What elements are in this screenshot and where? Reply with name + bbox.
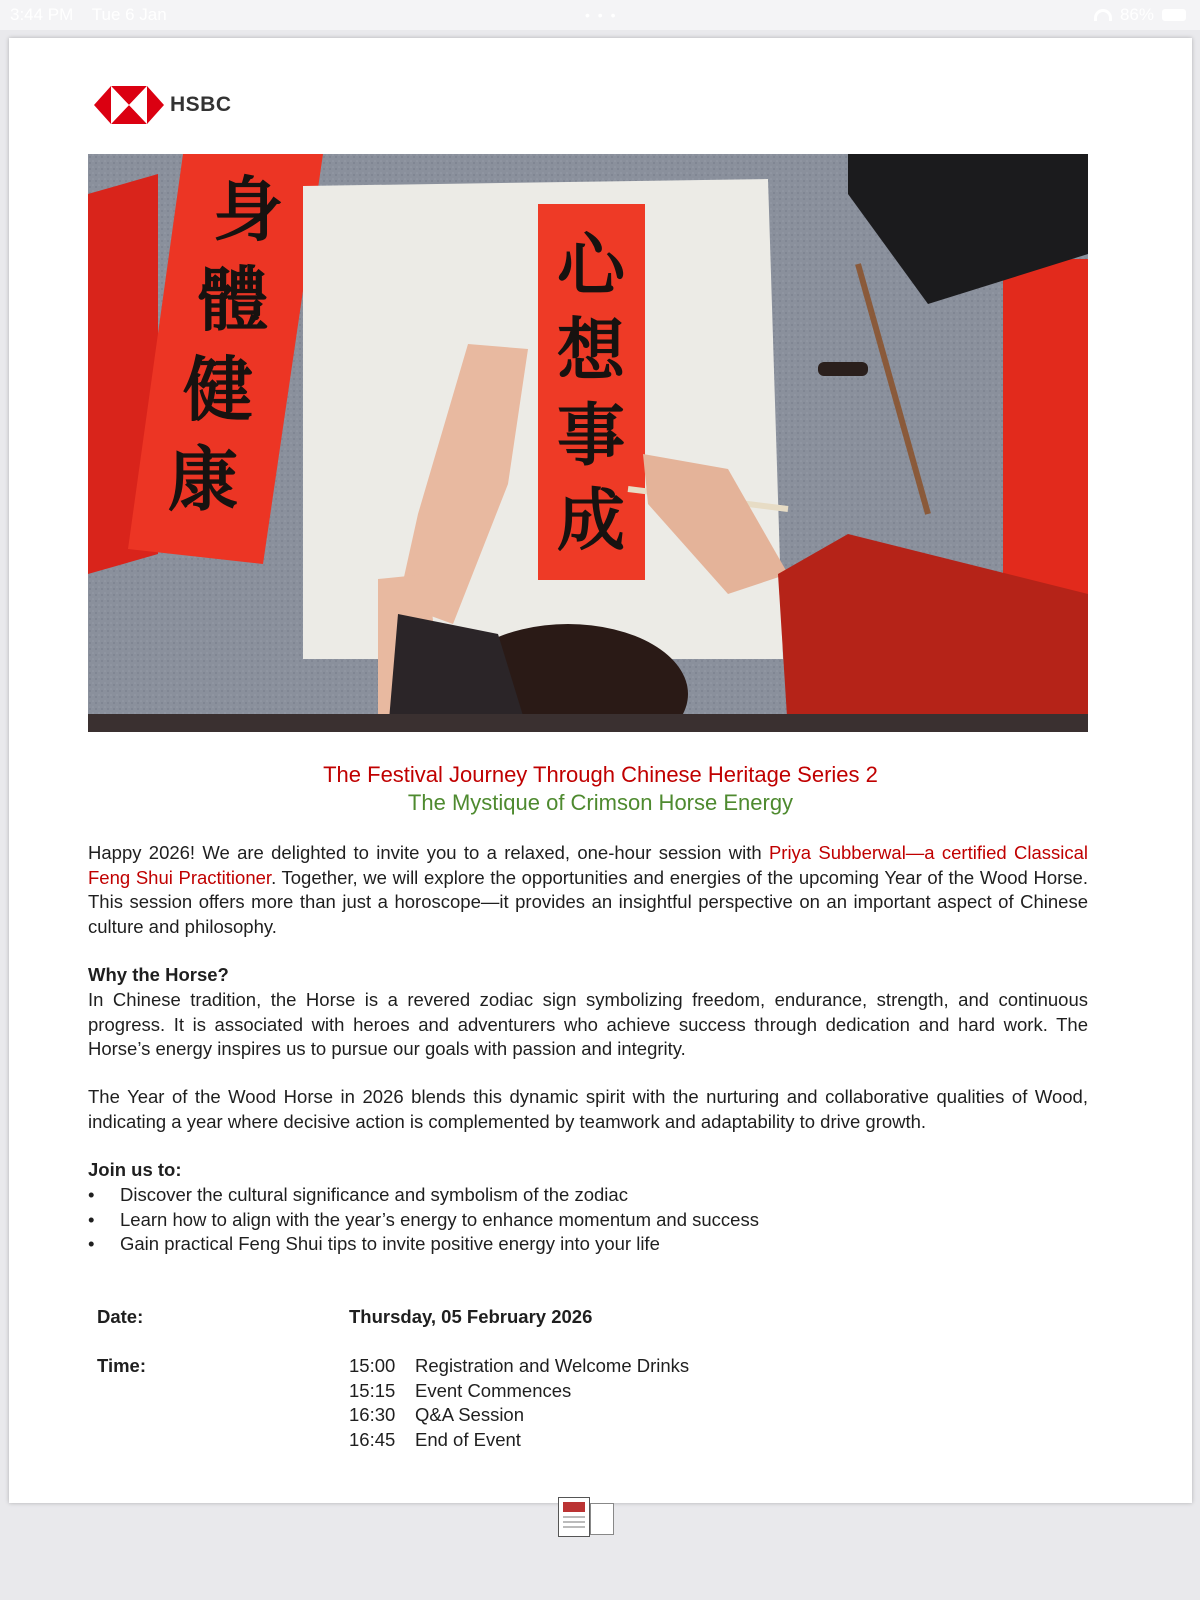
- status-bar: [0, 0, 1200, 30]
- intro-paragraph: [88, 841, 1088, 939]
- list-item: • Gain practical Feng Shui tips to invite positive energy into your life: [88, 1232, 1088, 1257]
- schedule-row: [349, 1403, 689, 1428]
- page-thumbnails: [558, 1497, 618, 1541]
- left-couplet-char-2: 體: [198, 258, 268, 341]
- schedule-time: 15:00: [349, 1355, 396, 1376]
- benefits-list: [88, 1183, 1088, 1257]
- schedule-item: Event Commences: [415, 1379, 572, 1401]
- hsbc-hexagon-icon: [94, 86, 164, 124]
- couplet-char-3: 事: [556, 396, 626, 476]
- why-paragraph: In Chinese tradition, the Horse is a revered zodiac sign symbolizing freedom, endurance, strength, and continuous progress. It is associated with heroes and adventurers who achieve success through dedication and hard work. The Horse’s energy inspires us to pursue our goals with passion and integrity.: [88, 989, 1088, 1059]
- page-thumbnail-1[interactable]: [558, 1497, 590, 1537]
- date-label: Date:: [97, 1306, 144, 1327]
- hero-image: [88, 154, 1088, 732]
- why-heading: Why the Horse?: [88, 964, 229, 985]
- list-item: • Discover the cultural significance and symbolism of the zodiac: [88, 1183, 1088, 1208]
- hsbc-logo: [94, 86, 232, 124]
- schedule-time: 16:30: [349, 1404, 396, 1425]
- battery-icon: [1162, 9, 1186, 21]
- thumbnail-image-icon: [563, 1502, 585, 1512]
- battery-percent: 86%: [1119, 5, 1154, 24]
- thumbnail-line: [563, 1526, 585, 1528]
- document-page[interactable]: [9, 38, 1192, 1503]
- couplet-char-1: 心: [556, 226, 626, 306]
- schedule-row: [349, 1428, 689, 1453]
- thumbnail-line: [563, 1521, 585, 1523]
- multitasking-dots[interactable]: • • •: [585, 7, 618, 23]
- page-thumbnail-2[interactable]: [590, 1503, 614, 1535]
- event-subtitle: The Mystique of Crimson Horse Energy: [407, 790, 794, 815]
- time-label: Time:: [97, 1355, 147, 1376]
- schedule-item: End of Event: [415, 1428, 521, 1450]
- couplet-char-4: 成: [556, 481, 626, 561]
- status-left: [10, 0, 181, 30]
- schedule-row: [349, 1379, 689, 1404]
- left-couplet-char-4: 康: [168, 438, 238, 521]
- intro-text-2: . Together, we will explore the opportunities and energies of the upcoming Year of the Wood Horse. This session offers more than just a horoscope—it provides an insightful perspective on an important aspect of Chinese culture and philosophy.: [88, 866, 1088, 937]
- speaker-highlight: Priya Subberwal—a certified Classical Feng Shui Practitioner: [88, 842, 1088, 888]
- join-heading: Join us to:: [88, 1159, 182, 1180]
- schedule-item: Registration and Welcome Drinks: [415, 1355, 690, 1376]
- schedule: [349, 1354, 689, 1452]
- list-item: • Learn how to align with the year’s energy to enhance momentum and success: [88, 1208, 1088, 1233]
- left-couplet-char-1: 身: [213, 168, 283, 251]
- status-date: Tue 6 Jan: [91, 5, 167, 24]
- schedule-time: 15:15: [349, 1379, 396, 1401]
- intro-text-1: Happy 2026! We are delighted to invite you to a relaxed, one-hour session with: [88, 842, 769, 863]
- wifi-icon: [1094, 9, 1112, 21]
- logo-text: HSBC: [170, 93, 232, 116]
- wood-horse-paragraph: The Year of the Wood Horse in 2026 blends this dynamic spirit with the nurturing and collaborative qualities of Wood, indicating a year where decisive action is complemented by teamwork and adaptability to drive growth.: [88, 1086, 1088, 1132]
- schedule-time: 16:45: [349, 1428, 396, 1450]
- schedule-row: [349, 1354, 689, 1379]
- event-title: The Festival Journey Through Chinese Heritage Series 2: [323, 762, 878, 787]
- couplet-char-2: 想: [556, 311, 626, 391]
- status-right: [1094, 0, 1186, 30]
- date-value: Thursday, 05 February 2026: [349, 1306, 593, 1327]
- schedule-item: Q&A Session: [415, 1404, 525, 1425]
- left-couplet-char-3: 健: [183, 348, 253, 431]
- status-time: 3:44 PM: [10, 5, 74, 24]
- thumbnail-line: [563, 1516, 585, 1518]
